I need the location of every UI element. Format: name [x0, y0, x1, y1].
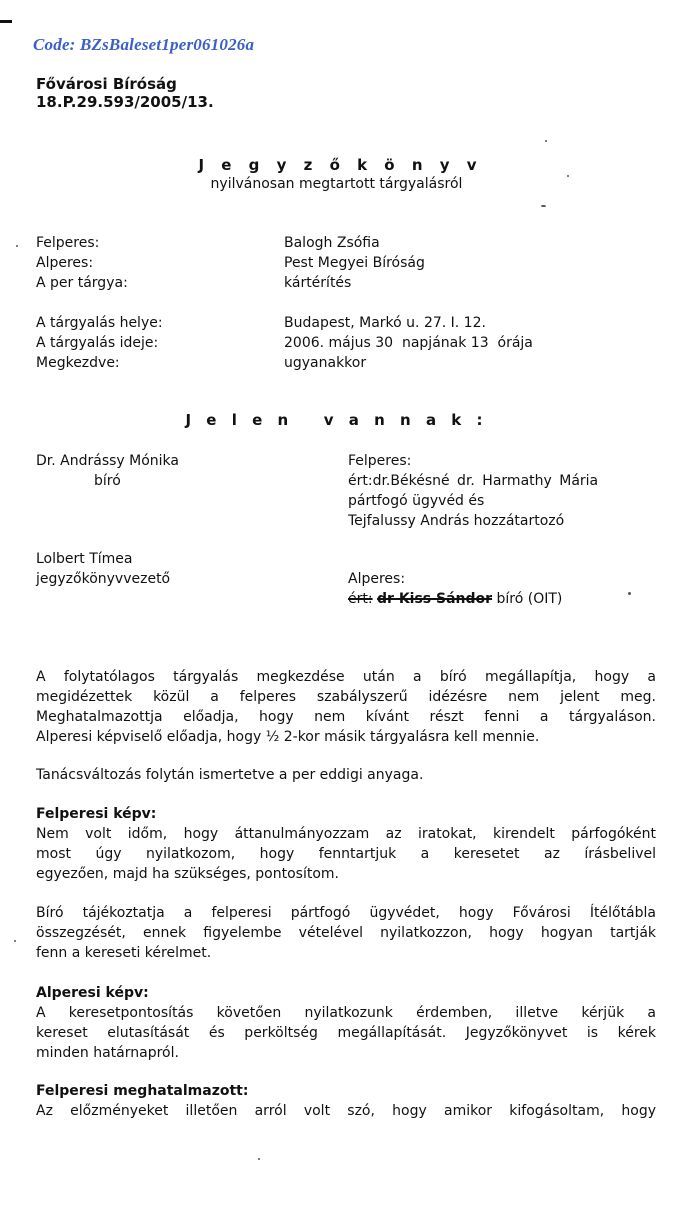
paragraph-line: fenn a kereseti kérelmet.: [36, 945, 212, 961]
plaintiff-reps-label: Felperes:: [348, 453, 412, 469]
document-title: J e g y z ő k ö n y v: [198, 156, 483, 174]
location-value: Budapest, Markó u. 27. I. 12.: [284, 315, 486, 331]
scan-speck: [628, 592, 631, 595]
paragraph-line: megidézettek közül a felperes szabályszerű idézésre nem jelent meg.: [36, 689, 656, 705]
paragraph-line: minden határnapról.: [36, 1045, 179, 1061]
time-value: 2006. május 30 napjának 13 órája: [284, 335, 533, 351]
plaintiff-value: Balogh Zsófia: [284, 235, 380, 251]
plaintiff-reps-block: [348, 451, 648, 531]
plaintiff-label: Felperes:: [36, 235, 100, 251]
subject-label: A per tárgya:: [36, 275, 128, 291]
paragraph-line: most úgy nyilatkozom, hogy fenntartjuk a keresetet az írásbelivel: [36, 846, 656, 862]
paragraph-line: Bíró tájékoztatja a felperesi pártfogó ügyvédet, hogy Fővárosi Ítélőtábla: [36, 905, 656, 921]
defendant-value: Pest Megyei Bíróság: [284, 255, 425, 271]
scan-speck: [541, 205, 546, 207]
court-name: Fővárosi Bíróság: [36, 75, 177, 93]
paragraph-line: kereset elutasítását és perköltség megállapítását. Jegyzőkönyvet is kérek: [36, 1025, 656, 1041]
paragraph-line: A keresetpontosítás követően nyilatkozunk érdemben, illetve kérjük a: [36, 1005, 656, 1021]
clerk-role: jegyzőkönyvvezető: [36, 571, 171, 587]
section-heading: Felperesi meghatalmazott:: [36, 1083, 249, 1099]
section-defendant-rep: [36, 983, 656, 1063]
paragraph-line: Alperesi képviselő előadja, hogy ½ 2-kor másik tárgyalásra kell mennie.: [36, 729, 540, 745]
started-label: Megkezdve:: [36, 355, 120, 371]
paragraph-line: egyezően, majd ha szükséges, pontosítom.: [36, 866, 339, 882]
judge-role: bíró: [94, 473, 121, 489]
paragraph-judge-info: [36, 903, 656, 963]
section-heading: Felperesi képv:: [36, 806, 157, 822]
defendant-reps-block: [348, 569, 648, 609]
defendant-rep-suffix: bíró (OIT): [496, 591, 563, 607]
paragraph-opening: [36, 667, 656, 747]
paragraph-line: Az előzményeket illetően arról volt szó, hogy amikor kifogásoltam, hogy: [36, 1103, 656, 1119]
defendant-rep-name: dr Kiss Sándor: [377, 591, 493, 607]
clerk-block: [36, 549, 170, 589]
paragraph-line: Meghatalmazottja előadja, hogy nem kívánt részt fenni a tárgyaláson.: [36, 709, 656, 725]
scan-speck: [258, 1158, 260, 1160]
plaintiff-rep-line1: ért:dr.Békésné dr. Harmathy Mária: [348, 473, 599, 489]
paragraph-line: A folytatólagos tárgyalás megkezdése után a bíró megállapítja, hogy a: [36, 669, 656, 685]
paragraph-line: Nem volt időm, hogy áttanulmányozzam az iratokat, kirendelt párfogóként: [36, 826, 656, 842]
defendant-rep-prefix: ért:: [348, 591, 373, 607]
started-value: ugyanakkor: [284, 355, 367, 371]
defendant-rep-line: [348, 589, 648, 609]
hearing-values: [284, 313, 533, 373]
clerk-name: Lolbert Tímea: [36, 551, 133, 567]
defendant-label: Alperes:: [36, 255, 94, 271]
section-plaintiff-rep: [36, 804, 656, 884]
section-heading: Alperesi képv:: [36, 985, 149, 1001]
defendant-reps-label: Alperes:: [348, 571, 406, 587]
scan-speck: [16, 245, 18, 247]
court-header: [36, 75, 214, 111]
judge-name: Dr. Andrássy Mónika: [36, 453, 179, 469]
scan-mark: [0, 20, 12, 23]
parties-values: [284, 233, 425, 293]
subject-value: kártérítés: [284, 275, 352, 291]
time-label: A tárgyalás ideje:: [36, 335, 159, 351]
present-heading: J e l e n v a n n a k :: [185, 411, 488, 429]
scan-speck: [567, 175, 569, 177]
case-number: 18.P.29.593/2005/13.: [36, 93, 214, 111]
scan-speck: [545, 140, 547, 142]
document-subtitle: nyilvánosan megtartott tárgyalásról: [210, 176, 463, 192]
parties-labels: [36, 233, 128, 293]
paragraph-line: összegzését, ennek figyelembe vételével nyilatkozzon, hogy hogyan tartják: [36, 925, 656, 941]
plaintiff-rep-line2: pártfogó ügyvéd és: [348, 493, 485, 509]
hearing-labels: [36, 313, 163, 373]
plaintiff-rep-line3: Tejfalussy András hozzátartozó: [348, 513, 565, 529]
document-code: Code: BZsBaleset1per061026a: [33, 35, 255, 54]
section-plaintiff-attorney: [36, 1081, 656, 1121]
paragraph-council-change: Tanácsváltozás folytán ismertetve a per eddigi anyaga.: [36, 767, 424, 783]
judge-block: [36, 451, 179, 491]
location-label: A tárgyalás helye:: [36, 315, 163, 331]
scan-speck: [14, 940, 16, 942]
